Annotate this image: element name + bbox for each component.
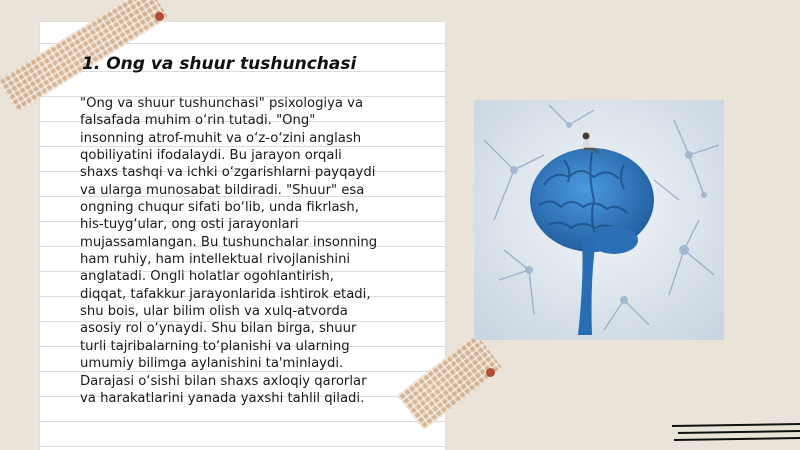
tape-dot-bottom: [486, 368, 495, 377]
decorative-lines: [672, 418, 800, 448]
slide-title: 1. Ong va shuur tushunchasi: [82, 54, 357, 74]
brain-illustration: [474, 100, 724, 340]
tape-dot-top: [155, 12, 164, 21]
body-paragraph: "Ong va shuur tushunchasi" psixologiya va falsafada muhim o‘rin tutadi. "Ong" insonning atrof-muhit va o‘z-o‘zini anglash qobiliyatini ifodalaydi. Bu jarayon orqali shaxs tashqi va ichki o‘zgarishlarni payqaydi va ularga munosabat bildiradi. "Shuur" esa ongning chuqur sifati bo‘lib, unda fikrlash, his-tuyg‘ular, ong osti jarayonlari mujassamlangan. Bu tushunchalar insonning ham ruhiy, ham intellektual rivojlanishini anglatadi. Ongli holatlar ogohlantirish, diqqat, tafakkur jarayonlarida ishtirok etadi, shu bois, ular bilim olish va xulq-atvorda asosiy rol o‘ynaydi. Shu bilan birga, shuur turli tajribalarning to‘planishi va ularning umumiy bilimga aylanishini ta'minlaydi. Darajasi o‘sishi bilan shaxs axloqiy qarorlar va harakatlarini yanada yaxshi tahlil qiladi.: [80, 96, 378, 406]
brain-image: [474, 100, 724, 340]
